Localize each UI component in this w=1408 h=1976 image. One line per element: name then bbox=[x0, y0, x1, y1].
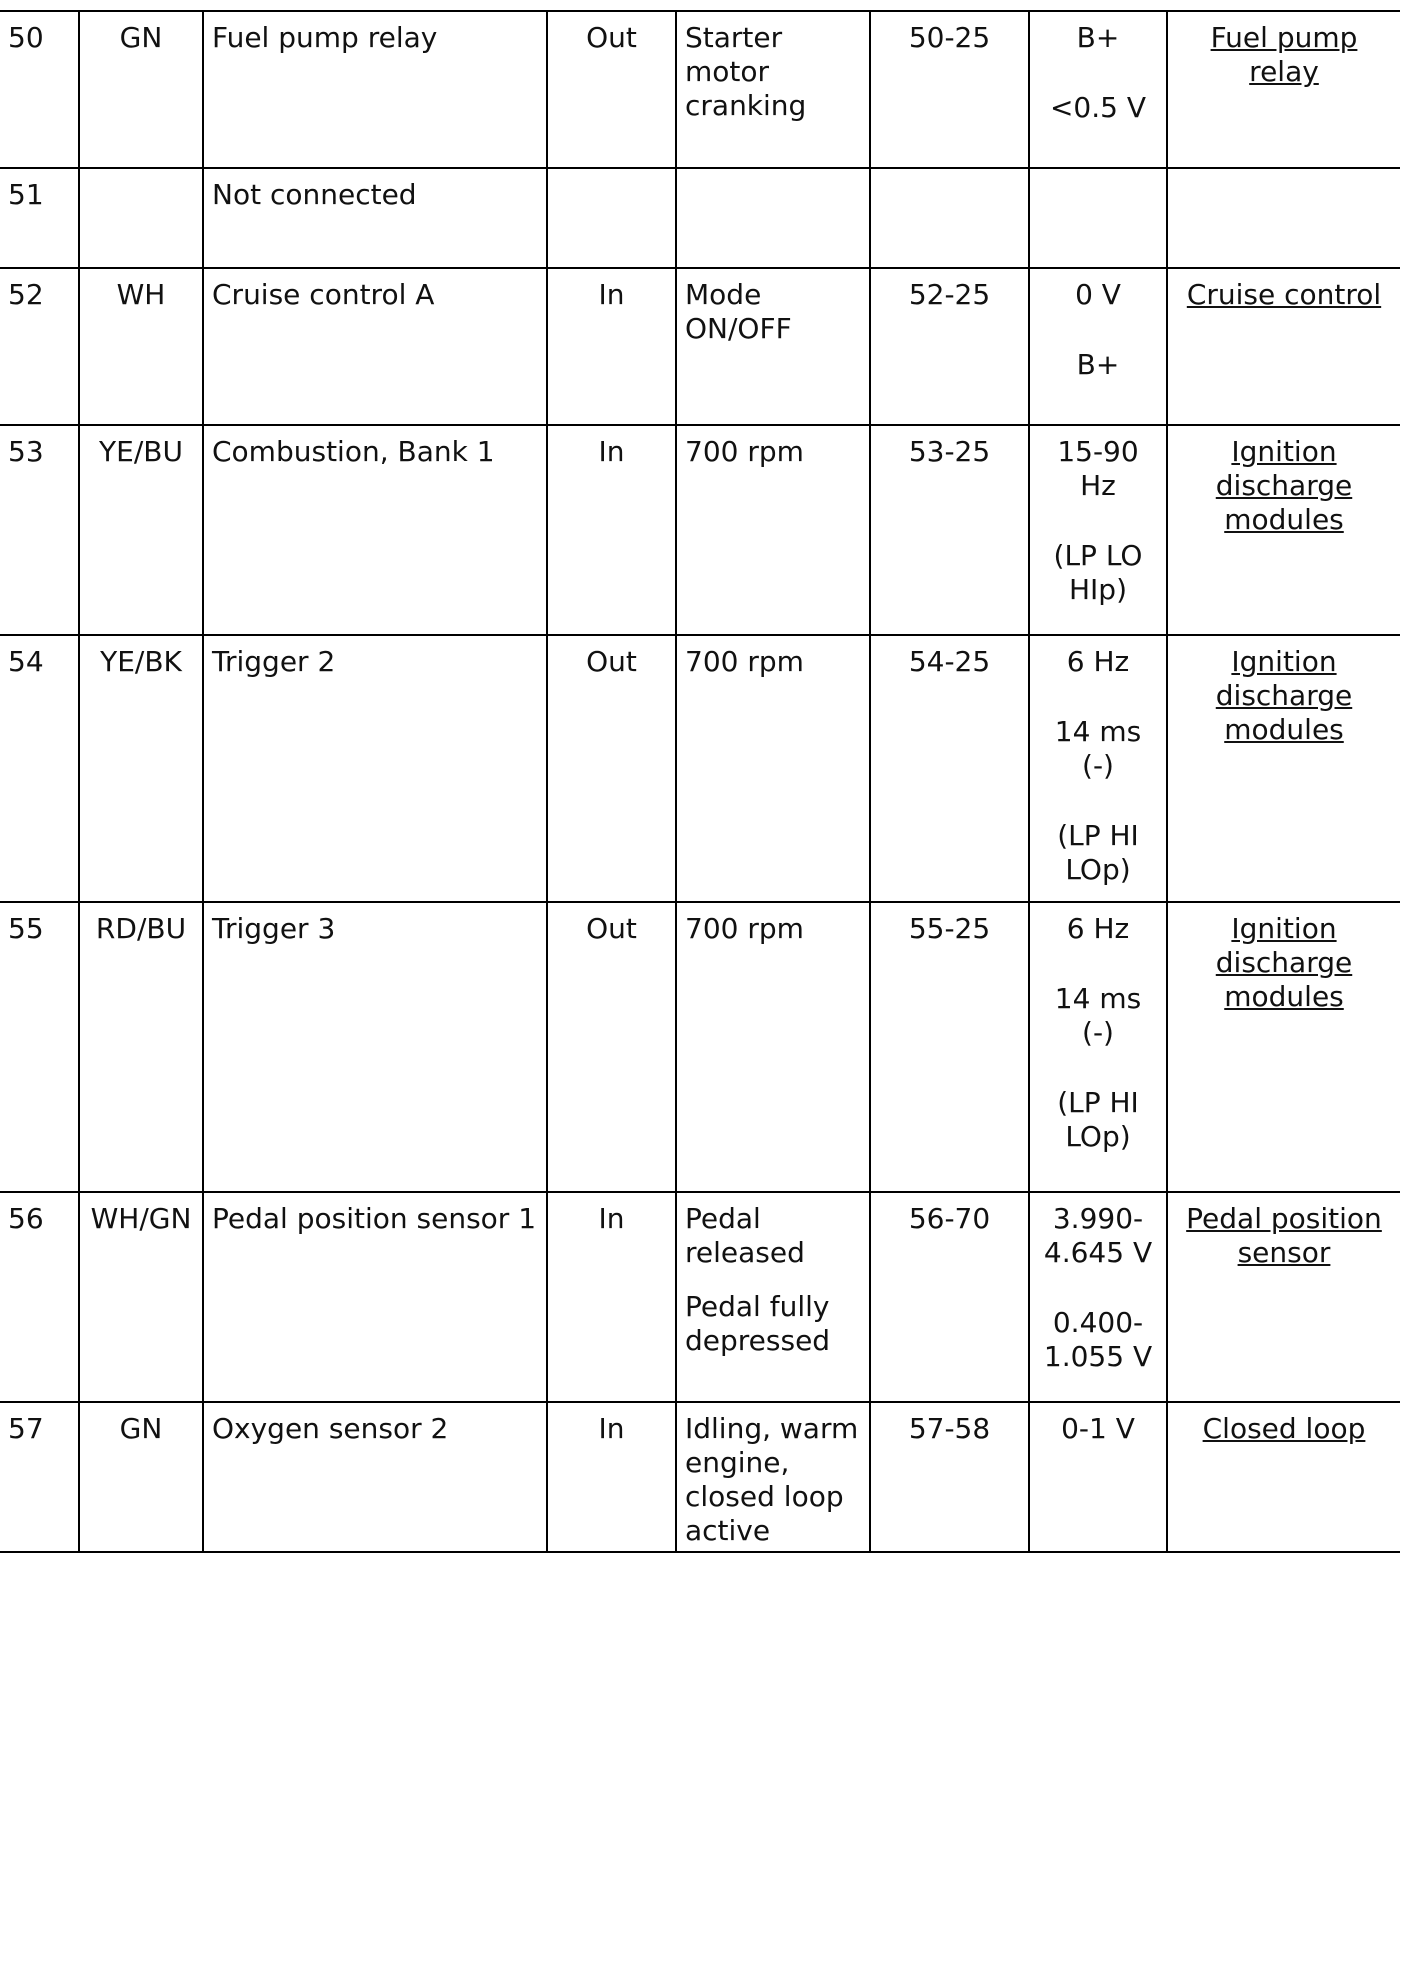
pin-number: 56 bbox=[8, 1202, 44, 1235]
wire-color-cell bbox=[79, 168, 203, 268]
reference-cell bbox=[1167, 425, 1400, 635]
test-condition: 700 rpm bbox=[685, 912, 804, 945]
reference-link[interactable]: Ignition discharge modules bbox=[1215, 435, 1353, 536]
table-row bbox=[0, 1402, 1400, 1552]
test-condition-cell bbox=[676, 1192, 870, 1402]
test-condition: 700 rpm bbox=[685, 645, 804, 678]
signal-name: Fuel pump relay bbox=[212, 21, 438, 54]
direction-cell bbox=[547, 1402, 676, 1552]
wire-color-cell bbox=[79, 11, 203, 168]
signal-direction: In bbox=[598, 1202, 625, 1235]
signal-direction: In bbox=[598, 435, 625, 468]
pin-number-cell bbox=[0, 168, 79, 268]
test-condition-cell bbox=[676, 268, 870, 425]
wire-color: YE/BK bbox=[100, 645, 182, 678]
nominal-value-cell bbox=[1029, 168, 1167, 268]
table-row bbox=[0, 635, 1400, 902]
test-condition-cell bbox=[676, 902, 870, 1192]
signal-direction: Out bbox=[586, 21, 637, 54]
reference-cell bbox=[1167, 902, 1400, 1192]
test-condition: Starter motor cranking bbox=[685, 21, 807, 122]
wire-color-cell bbox=[79, 1192, 203, 1402]
test-condition: Pedal released bbox=[685, 1202, 805, 1269]
nominal-value: B+ bbox=[1076, 21, 1120, 54]
nominal-value: <0.5 V bbox=[1049, 91, 1147, 124]
direction-cell bbox=[547, 268, 676, 425]
direction-cell bbox=[547, 635, 676, 902]
signal-name-cell bbox=[203, 11, 547, 168]
test-condition-cell bbox=[676, 1402, 870, 1552]
table-row bbox=[0, 425, 1400, 635]
nominal-value: 0 V bbox=[1075, 278, 1121, 311]
test-condition-cell bbox=[676, 425, 870, 635]
wire-color-cell bbox=[79, 268, 203, 425]
test-pins: 53-25 bbox=[908, 435, 991, 468]
nominal-value: 14 ms (-) bbox=[1054, 982, 1142, 1049]
signal-name: Cruise control A bbox=[212, 278, 435, 311]
pin-number-cell bbox=[0, 635, 79, 902]
signal-direction: Out bbox=[586, 645, 637, 678]
table-row bbox=[0, 268, 1400, 425]
test-pins-cell bbox=[870, 425, 1029, 635]
signal-name-cell bbox=[203, 902, 547, 1192]
test-pins: 57-58 bbox=[908, 1412, 991, 1445]
pin-number: 50 bbox=[8, 21, 44, 54]
test-condition: 700 rpm bbox=[685, 435, 804, 468]
reference-link[interactable]: Ignition discharge modules bbox=[1215, 645, 1353, 746]
nominal-value: 6 Hz bbox=[1066, 912, 1130, 945]
nominal-value: 15-90 Hz bbox=[1057, 435, 1139, 502]
pin-number: 51 bbox=[8, 178, 44, 211]
reference-cell bbox=[1167, 268, 1400, 425]
direction-cell bbox=[547, 1192, 676, 1402]
pin-number: 52 bbox=[8, 278, 44, 311]
reference-cell bbox=[1167, 635, 1400, 902]
table-row bbox=[0, 902, 1400, 1192]
reference-cell bbox=[1167, 1192, 1400, 1402]
test-condition: Mode ON/OFF bbox=[685, 278, 792, 345]
nominal-value: 0.400-1.055 V bbox=[1043, 1306, 1153, 1373]
reference-link[interactable]: Fuel pump relay bbox=[1210, 21, 1358, 88]
reference-cell bbox=[1167, 168, 1400, 268]
nominal-value-cell bbox=[1029, 425, 1167, 635]
pin-number: 53 bbox=[8, 435, 44, 468]
test-condition-cell bbox=[676, 11, 870, 168]
test-pins: 56-70 bbox=[908, 1202, 991, 1235]
test-condition-cell bbox=[676, 635, 870, 902]
wire-color: RD/BU bbox=[95, 912, 187, 945]
test-pins: 52-25 bbox=[908, 278, 991, 311]
pin-number-cell bbox=[0, 902, 79, 1192]
nominal-value: (LP LO HIp) bbox=[1053, 539, 1143, 606]
direction-cell bbox=[547, 902, 676, 1192]
pin-number-cell bbox=[0, 268, 79, 425]
table-row bbox=[0, 1192, 1400, 1402]
nominal-value-cell bbox=[1029, 268, 1167, 425]
test-pins-cell bbox=[870, 902, 1029, 1192]
test-pins-cell bbox=[870, 1402, 1029, 1552]
test-pins: 55-25 bbox=[908, 912, 991, 945]
wire-color-cell bbox=[79, 902, 203, 1192]
signal-name: Not connected bbox=[212, 178, 417, 211]
pin-number-cell bbox=[0, 1192, 79, 1402]
wire-color-cell bbox=[79, 1402, 203, 1552]
wire-color-cell bbox=[79, 635, 203, 902]
pin-number: 55 bbox=[8, 912, 44, 945]
wire-color: WH/GN bbox=[90, 1202, 192, 1235]
test-condition: Pedal fully depressed bbox=[685, 1290, 831, 1357]
pinout-table bbox=[0, 10, 1400, 1553]
nominal-value-cell bbox=[1029, 902, 1167, 1192]
signal-name: Trigger 3 bbox=[212, 912, 336, 945]
nominal-value-cell bbox=[1029, 635, 1167, 902]
test-pins-cell bbox=[870, 1192, 1029, 1402]
pinout-table-wrapper bbox=[0, 10, 1400, 1553]
signal-name-cell bbox=[203, 1402, 547, 1552]
signal-direction: In bbox=[598, 278, 625, 311]
nominal-value: (LP HI LOp) bbox=[1057, 819, 1139, 886]
wire-color: WH bbox=[116, 278, 166, 311]
wire-color: GN bbox=[119, 21, 163, 54]
pin-number: 57 bbox=[8, 1412, 44, 1445]
nominal-value: 3.990-4.645 V bbox=[1043, 1202, 1153, 1269]
wire-color: GN bbox=[119, 1412, 163, 1445]
nominal-value: 14 ms (-) bbox=[1054, 715, 1142, 782]
test-pins-cell bbox=[870, 635, 1029, 902]
signal-name-cell bbox=[203, 425, 547, 635]
test-pins: 54-25 bbox=[908, 645, 991, 678]
reference-link[interactable]: Pedal position sensor bbox=[1186, 1202, 1382, 1269]
signal-name-cell bbox=[203, 635, 547, 902]
reference-link[interactable]: Ignition discharge modules bbox=[1215, 912, 1353, 1013]
direction-cell bbox=[547, 425, 676, 635]
pin-number: 54 bbox=[8, 645, 44, 678]
reference-link[interactable]: Closed loop bbox=[1202, 1412, 1366, 1445]
test-condition: Idling, warm engine, closed loop active bbox=[685, 1412, 859, 1547]
signal-name: Combustion, Bank 1 bbox=[212, 435, 495, 468]
signal-name-cell bbox=[203, 268, 547, 425]
reference-link[interactable]: Cruise control bbox=[1186, 278, 1382, 311]
pin-number-cell bbox=[0, 1402, 79, 1552]
direction-cell bbox=[547, 11, 676, 168]
table-row bbox=[0, 11, 1400, 168]
signal-direction: Out bbox=[586, 912, 637, 945]
wire-color: YE/BU bbox=[99, 435, 183, 468]
signal-name-cell bbox=[203, 168, 547, 268]
signal-name: Pedal position sensor 1 bbox=[212, 1202, 537, 1235]
table-row bbox=[0, 168, 1400, 268]
test-pins: 50-25 bbox=[908, 21, 991, 54]
wire-color-cell bbox=[79, 425, 203, 635]
pin-number-cell bbox=[0, 11, 79, 168]
nominal-value-cell bbox=[1029, 1192, 1167, 1402]
signal-name: Oxygen sensor 2 bbox=[212, 1412, 449, 1445]
reference-cell bbox=[1167, 1402, 1400, 1552]
test-condition-cell bbox=[676, 168, 870, 268]
signal-direction: In bbox=[598, 1412, 625, 1445]
nominal-value: 0-1 V bbox=[1061, 1412, 1135, 1445]
test-pins-cell bbox=[870, 11, 1029, 168]
signal-name-cell bbox=[203, 1192, 547, 1402]
pin-number-cell bbox=[0, 425, 79, 635]
signal-name: Trigger 2 bbox=[212, 645, 336, 678]
direction-cell bbox=[547, 168, 676, 268]
test-pins-cell bbox=[870, 268, 1029, 425]
nominal-value: 6 Hz bbox=[1066, 645, 1130, 678]
nominal-value: (LP HI LOp) bbox=[1057, 1086, 1139, 1153]
reference-cell bbox=[1167, 11, 1400, 168]
nominal-value: B+ bbox=[1076, 348, 1120, 381]
nominal-value-cell bbox=[1029, 11, 1167, 168]
test-pins-cell bbox=[870, 168, 1029, 268]
nominal-value-cell bbox=[1029, 1402, 1167, 1552]
